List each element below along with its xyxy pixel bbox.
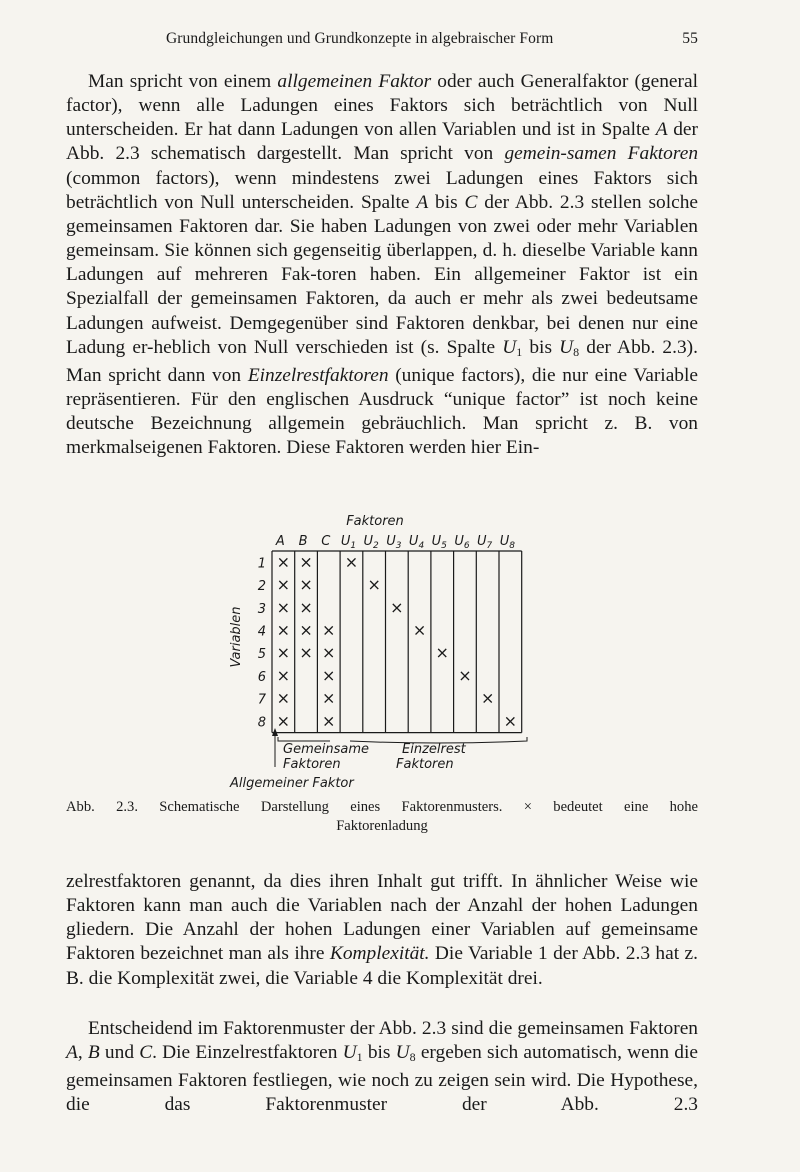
loading-mark: × [276,597,291,617]
paragraph-3 [66,1017,698,1118]
subscript: 1 [516,344,523,359]
loading-mark: × [344,552,359,572]
row-label: 5 [257,647,266,663]
loading-mark: × [276,643,291,663]
emphasis: Komplexität. [329,943,430,965]
loading-mark: × [276,711,291,731]
y-axis-label: Variablen [229,606,244,668]
column-header: C [321,534,331,549]
row-label: 3 [257,601,266,617]
emphasis: allgemeinen Faktor [277,71,432,92]
symbol-u: U [559,336,574,358]
text-run: Man spricht von einem [88,71,278,92]
factor-pattern-figure [220,505,580,795]
text-run: oder auch Generalfaktor (general factor), wenn alle Ladungen eines Faktors sich beträchtlich von Null unterscheiden. Er hat dann Ladungen von allen Variablen und ist in Spalte [66,71,698,141]
loading-mark: × [322,711,336,731]
label-unique-2: Faktoren [396,757,454,772]
figure-caption [66,798,698,836]
running-header [0,30,800,52]
page-number: 55 [682,30,698,47]
loading-mark: × [322,665,336,685]
column-header: $U_5$ [431,534,447,551]
symbol-u: U [395,1042,410,1064]
loading-mark: × [299,575,313,595]
text-run: Entscheidend im Faktorenmuster der Abb. 2.3 sind die gemeinsamen Faktoren [88,1018,698,1039]
running-title: Grundgleichungen und Grundkonzepte in algebraischer Form [166,30,554,47]
label-unique-1: Einzelrest [402,742,466,757]
text-run: bis [362,1042,396,1064]
text-run: (unique factors), die nur eine Variable repräsentieren. Für den englischen Ausdruck “unique factor” ist noch keine deutsche Bezeichnung allgemein gebräuchlich. Man spricht z. B. von merkmalseigenen Faktoren. Diese Faktoren werden hier Ein- [66,364,698,459]
loading-mark: × [276,620,291,640]
row-label: 8 [257,715,266,731]
subscript: 1 [356,1050,363,1065]
loading-mark: × [276,575,291,595]
loading-mark: × [367,575,381,595]
loading-mark: × [458,665,472,685]
text-run: (common factors), wenn mindestens zwei Ladungen eines Faktors sich beträchtlich von Null unterscheiden. Spalte [66,167,698,213]
label-common-2: Faktoren [283,757,341,772]
row-label: 7 [257,692,266,708]
emphasis: B [87,1042,100,1064]
emphasis: C [464,191,478,213]
loading-mark: × [299,643,313,663]
row-label: 2 [257,579,266,595]
row-label: 6 [257,669,266,685]
emphasis: A [416,191,429,213]
text-run: bis [428,191,465,213]
column-header: B [298,534,308,549]
loading-mark: × [322,620,336,640]
emphasis: A [66,1042,78,1064]
column-header: $U_7$ [477,534,493,551]
caption-line-1: Abb. 2.3. Schematische Darstellung eines Faktorenmusters. × bedeutet eine hohe [66,799,698,815]
loading-mark: × [390,597,404,617]
column-header: A [275,534,285,549]
symbol-u: U [342,1042,357,1064]
column-header: $U_2$ [363,534,379,551]
label-common-1: Gemeinsame [283,742,369,757]
loading-mark: × [480,688,495,708]
text-run: . Die Einzelrestfaktoren [152,1042,343,1064]
text-run: bis [522,336,560,358]
loading-mark: × [503,711,518,731]
marks [277,552,517,730]
loading-mark: × [299,597,313,617]
text-run: ergeben sich automatisch, wenn die gemeinsamen Faktoren festliegen, wie noch zu zeigen sein wird. Die Hypothese, die das Faktorenmuster der Abb. 2.3 [66,1042,698,1116]
paragraph-1 [66,70,698,461]
symbol-u: U [502,336,517,358]
column-header: $U_1$ [340,534,357,551]
subscript: 8 [409,1050,416,1065]
common-bracket [278,737,330,741]
loading-mark: × [435,643,449,663]
emphasis: gemein-samen Faktoren [504,143,699,165]
emphasis: A [655,119,668,141]
column-header: $U_6$ [454,534,470,551]
text-run: zelrestfaktoren genannt, da dies ihren Inhalt gut trifft. In ähnlicher Weise wie Faktoren kann man auch die Variablen nach der Anzahl der hohen Ladungen gliedern. Die Anzahl der hohen Ladungen einer Variablen auf gemeinsame Faktoren bezeichnet man als ihre [66,871,698,965]
text-run: , [77,1042,88,1064]
text-run: der Abb. 2.3 schematisch dargestellt. Man spricht von [66,119,698,165]
caption-line-2: Faktorenladung [336,818,428,834]
loading-mark: × [299,552,313,572]
emphasis: Einzelrestfaktoren [247,364,389,386]
column-header: $U_4$ [408,534,425,551]
row-label: 1 [257,556,266,572]
factor-pattern-diagram [220,505,580,795]
loading-mark: × [276,665,291,685]
text-run: und [99,1042,140,1064]
subscript: 8 [573,344,580,359]
text-run: Die Variable 1 der Abb. 2.3 hat z. B. die Komplexität zwei, die Variable 4 die Komplexität drei. [66,943,698,989]
loading-mark: × [322,688,336,708]
loading-mark: × [412,620,427,640]
paragraph-2 [66,870,698,991]
loading-mark: × [276,552,291,572]
column-header: $U_8$ [499,534,515,551]
emphasis: C [139,1042,153,1064]
loading-mark: × [322,643,336,663]
label-general: Allgemeiner Faktor [230,776,354,791]
loading-mark: × [299,620,313,640]
loading-mark: × [276,688,291,708]
column-header: $U_3$ [386,534,402,551]
text-run: der Abb. 2.3). Man spricht dann von [66,336,698,386]
figure-title: Faktoren [346,514,404,529]
text-run: der Abb. 2.3 stellen solche gemeinsamen Faktoren dar. Sie haben Ladungen von zwei oder mehr Variablen gemeinsam. Sie können sich gegenseitig überlappen, d. h. dieselbe Variable kann Ladungen auf mehreren Fak-toren haben. Ein allgemeiner Faktor ist ein Spezialfall der gemeinsamen Faktoren, da auch er mehr als zwei bedeutsame Ladungen aufweist. Demgegenüber sind Faktoren denkbar, bei denen nur eine Ladung er-heblich von Null verschieden ist (s. Spalte [66,191,698,358]
row-label: 4 [257,624,266,640]
